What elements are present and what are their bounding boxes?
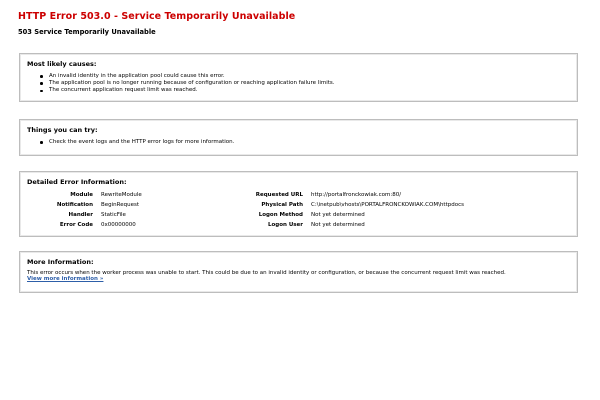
detailed-error-title: Detailed Error Information: xyxy=(27,178,127,186)
detail-row-requested-url xyxy=(240,190,464,200)
detail-value: C:\inetpub\vhosts\PORTALFRONCKOWIAK.COM\httpdocs xyxy=(311,202,464,208)
detail-label: Requested URL xyxy=(255,192,303,198)
likely-causes-section xyxy=(19,53,578,102)
view-more-information-link[interactable]: View more information » xyxy=(27,276,104,282)
detail-label: Error Code xyxy=(59,222,93,228)
detail-label: Physical Path xyxy=(261,202,303,208)
things-to-try-title: Things you can try: xyxy=(27,126,98,134)
detail-value: StaticFile xyxy=(101,212,126,218)
error-subtitle: 503 Service Temporarily Unavailable xyxy=(18,28,156,36)
detail-value: Not yet determined xyxy=(311,222,365,228)
detail-row-logon-method xyxy=(240,210,464,220)
more-information-section xyxy=(19,251,578,293)
likely-causes-list xyxy=(39,73,335,94)
detail-value: Not yet determined xyxy=(311,212,365,218)
detailed-error-right-table xyxy=(240,190,464,230)
detail-label: Module xyxy=(70,192,93,198)
detail-label: Handler xyxy=(68,212,93,218)
thing-to-try-item: Check the event logs and the HTTP error logs for more information. xyxy=(39,139,234,146)
detail-row-error-code xyxy=(52,220,142,230)
detailed-error-left-table xyxy=(52,190,142,230)
more-information-text: This error occurs when the worker process was unable to start. This could be due to an invalid identity or configuration, or because the concurrent request limit was reached. xyxy=(27,270,506,276)
detail-label: Logon User xyxy=(267,222,303,228)
detail-value: http://portalfronckowiak.com:80/ xyxy=(311,192,402,198)
detailed-error-section xyxy=(19,171,578,237)
detail-row-logon-user xyxy=(240,220,464,230)
things-to-try-section xyxy=(19,119,578,156)
likely-cause-item: An invalid identity in the application pool could cause this error. xyxy=(39,73,335,80)
detail-value: 0x00000000 xyxy=(101,222,136,228)
likely-cause-item: The concurrent application request limit was reached. xyxy=(39,87,335,94)
detail-value: RewriteModule xyxy=(101,192,142,198)
detail-row-module xyxy=(52,190,142,200)
detail-row-physical-path xyxy=(240,200,464,210)
detail-row-notification xyxy=(52,200,142,210)
detail-value: BeginRequest xyxy=(101,202,140,208)
likely-causes-title: Most likely causes: xyxy=(27,60,97,68)
detail-label: Notification xyxy=(56,202,93,208)
things-to-try-list xyxy=(39,139,234,146)
detail-row-handler xyxy=(52,210,142,220)
detail-label: Logon Method xyxy=(258,212,303,218)
error-title: HTTP Error 503.0 - Service Temporarily Unavailable xyxy=(18,11,296,22)
likely-cause-item: The application pool is no longer running because of configuration or reaching application failure limits. xyxy=(39,80,335,87)
more-information-title: More Information: xyxy=(27,258,94,266)
